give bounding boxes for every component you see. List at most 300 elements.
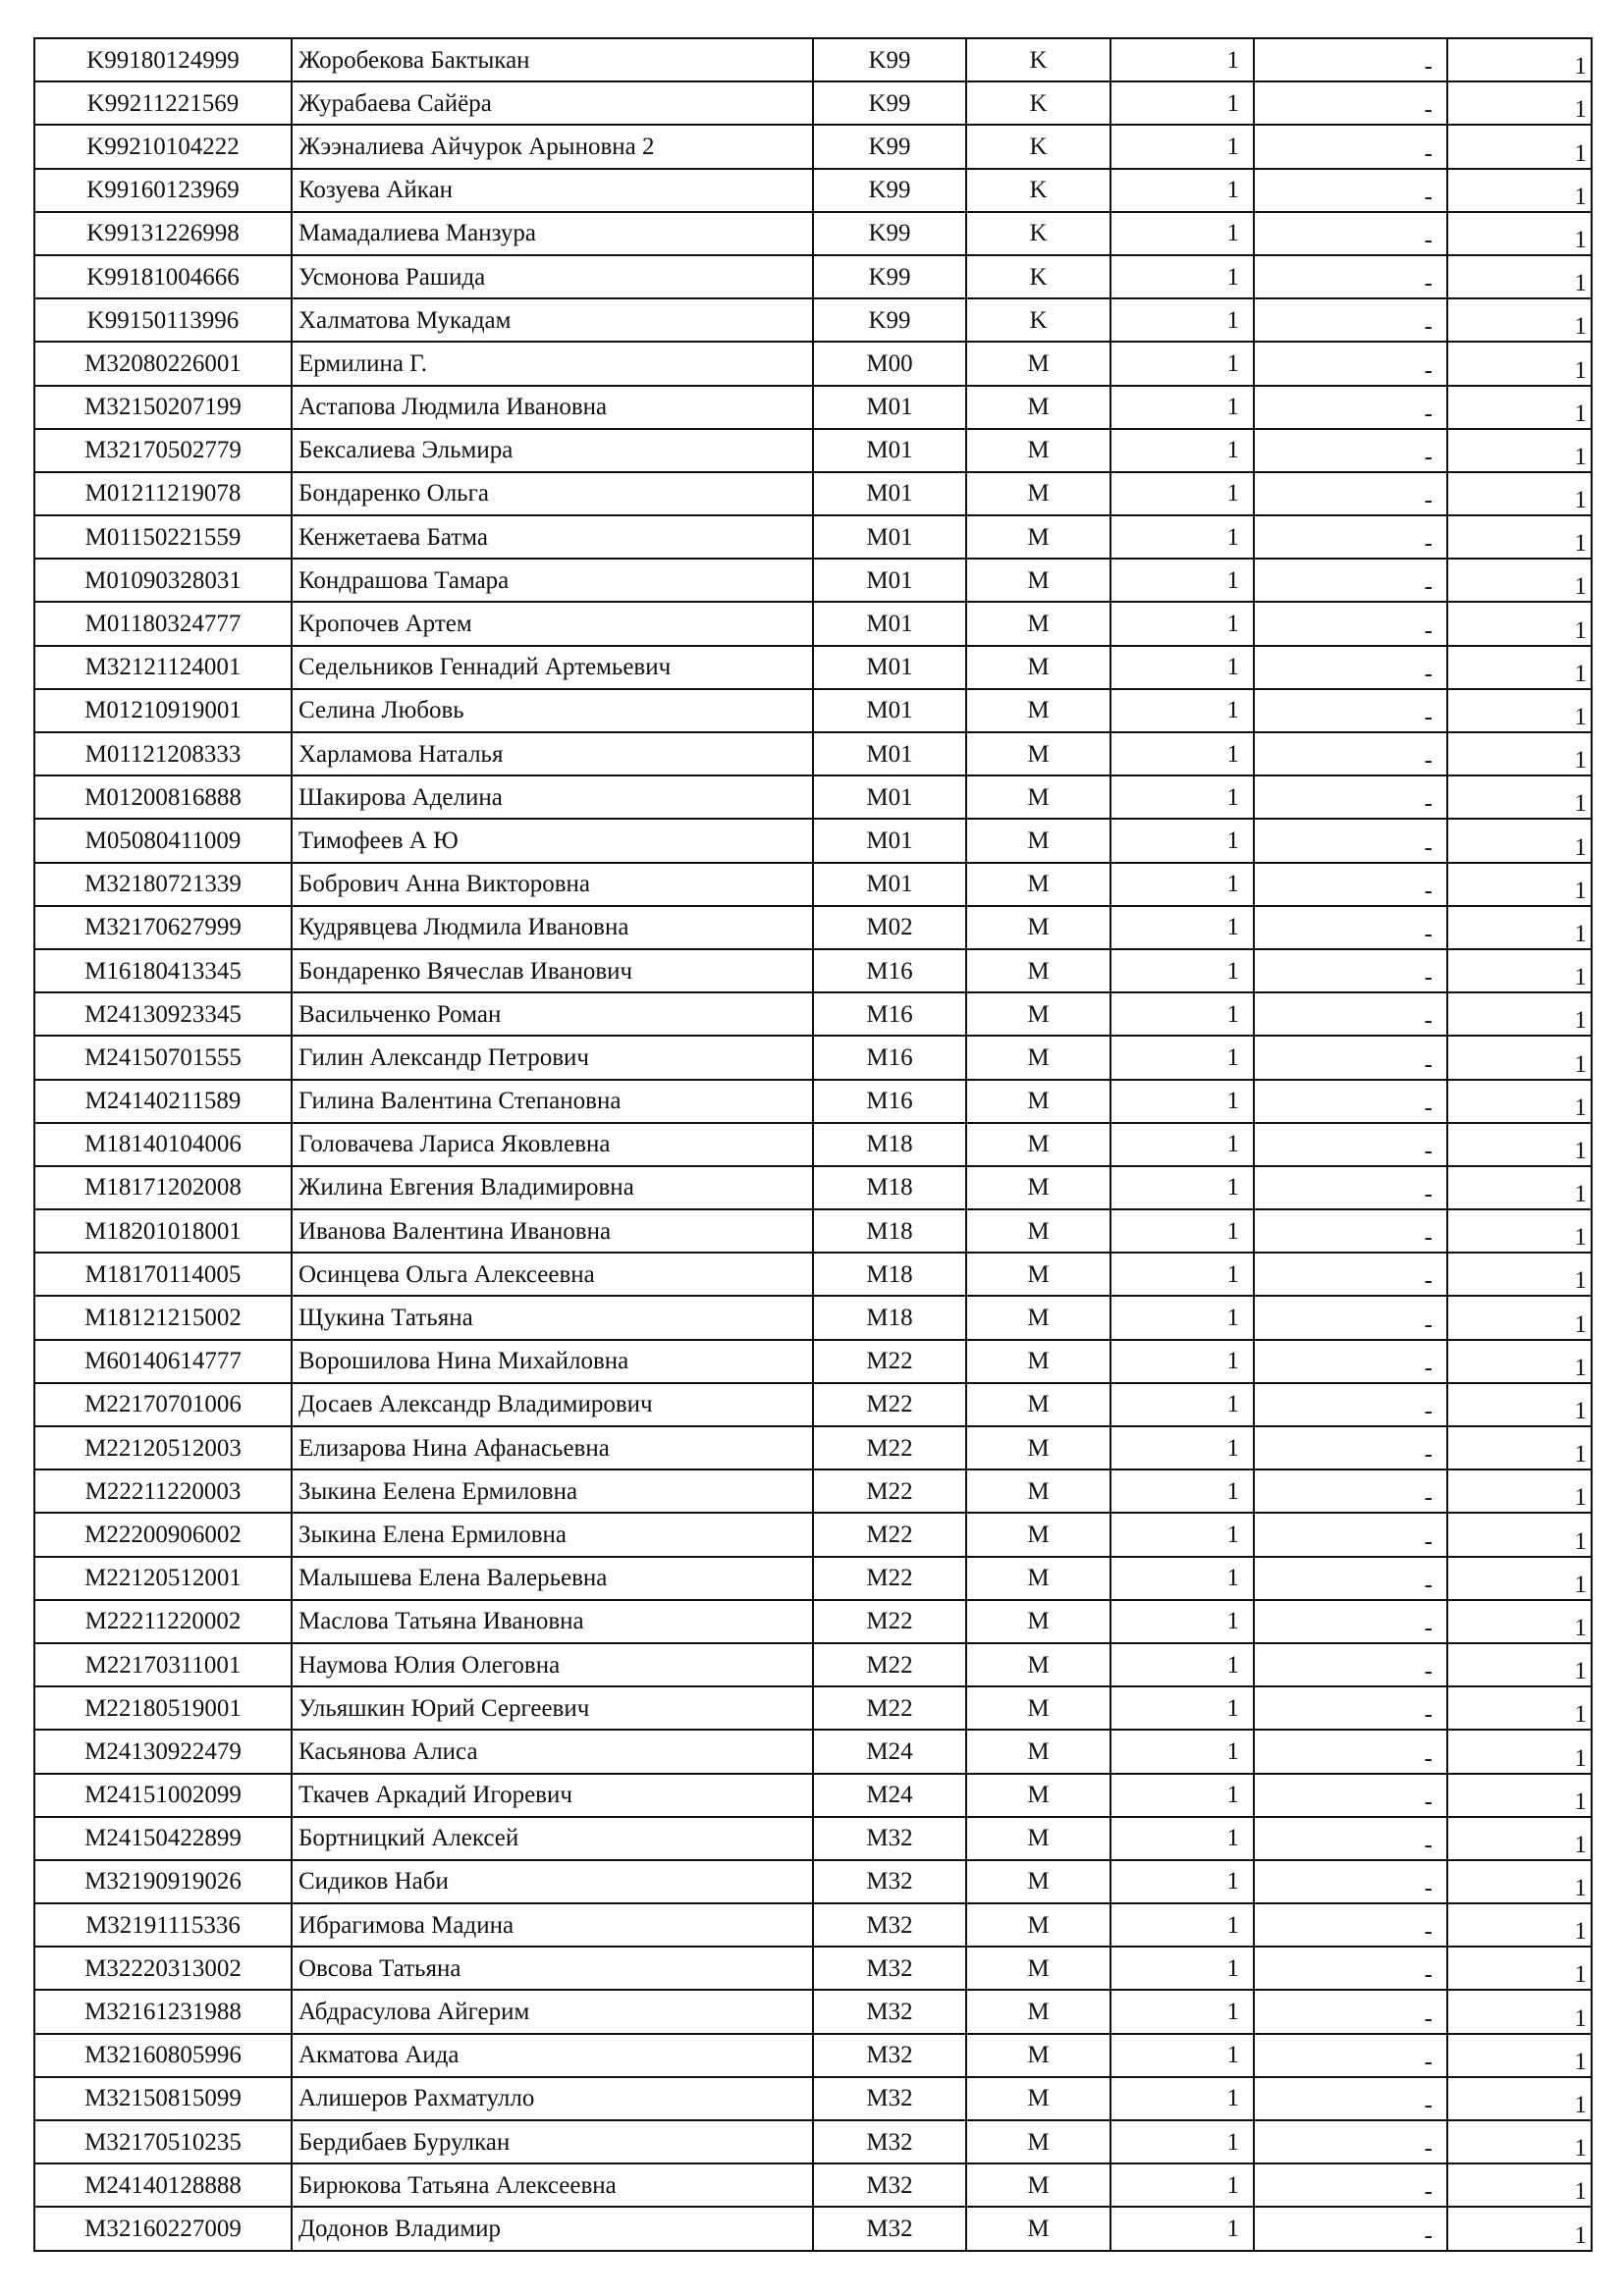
cell-quantity: 1 [1110,949,1254,992]
cell-total: 1 [1447,906,1592,949]
cell-category: K [966,125,1110,168]
cell-group: M22 [813,1557,966,1600]
cell-category: M [966,992,1110,1036]
cell-name: Ермилина Г. [292,342,813,385]
table-row [34,1383,1592,1426]
cell-dash: - [1254,1209,1447,1253]
cell-group: M18 [813,1253,966,1296]
cell-category: M [966,863,1110,906]
cell-category: M [966,1817,1110,1860]
cell-category: M [966,1123,1110,1166]
cell-category: K [966,298,1110,342]
cell-code: M18140104006 [34,1123,292,1166]
cell-quantity: 1 [1110,298,1254,342]
cell-name: Усмонова Рашида [292,255,813,298]
cell-dash: - [1254,472,1447,515]
cell-quantity: 1 [1110,1080,1254,1123]
cell-group: M16 [813,992,966,1036]
table-row [34,255,1592,298]
cell-category: M [966,819,1110,862]
cell-code: M32080226001 [34,342,292,385]
cell-dash: - [1254,429,1447,472]
cell-dash: - [1254,646,1447,689]
table-row [34,386,1592,429]
table-row [34,2207,1592,2250]
cell-dash: - [1254,298,1447,342]
cell-category: M [966,1600,1110,1643]
cell-category: M [966,559,1110,602]
cell-code: M32150207199 [34,386,292,429]
cell-total: 1 [1447,298,1592,342]
cell-category: K [966,81,1110,125]
cell-name: Астапова Людмила Ивановна [292,386,813,429]
cell-group: K99 [813,169,966,212]
cell-group: M22 [813,1469,966,1513]
cell-dash: - [1254,819,1447,862]
cell-total: 1 [1447,38,1592,81]
cell-dash: - [1254,949,1447,992]
cell-name: Бексалиева Эльмира [292,429,813,472]
table-row [34,1340,1592,1383]
cell-quantity: 1 [1110,1296,1254,1339]
cell-category: M [966,775,1110,819]
cell-code: M32121124001 [34,646,292,689]
cell-dash: - [1254,38,1447,81]
cell-code: M32180721339 [34,863,292,906]
cell-category: M [966,1296,1110,1339]
cell-quantity: 1 [1110,1557,1254,1600]
cell-category: M [966,1686,1110,1730]
cell-group: K99 [813,125,966,168]
table-row [34,732,1592,775]
cell-name: Козуева Айкан [292,169,813,212]
cell-name: Ульяшкин Юрий Сергеевич [292,1686,813,1730]
cell-total: 1 [1447,1426,1592,1469]
table-row [34,775,1592,819]
table-row [34,863,1592,906]
cell-dash: - [1254,1860,1447,1903]
cell-code: M22211220002 [34,1600,292,1643]
cell-quantity: 1 [1110,646,1254,689]
cell-group: M32 [813,2163,966,2207]
cell-quantity: 1 [1110,1253,1254,1296]
cell-quantity: 1 [1110,169,1254,212]
cell-name: Седельников Геннадий Артемьевич [292,646,813,689]
cell-name: Тимофеев А Ю [292,819,813,862]
cell-group: M18 [813,1166,966,1209]
cell-dash: - [1254,1730,1447,1773]
cell-total: 1 [1447,1469,1592,1513]
cell-total: 1 [1447,2163,1592,2207]
cell-name: Мамадалиева Манзура [292,212,813,255]
cell-group: M01 [813,863,966,906]
table-row [34,38,1592,81]
cell-quantity: 1 [1110,732,1254,775]
cell-quantity: 1 [1110,1123,1254,1166]
cell-quantity: 1 [1110,1990,1254,2033]
cell-total: 1 [1447,1947,1592,1990]
cell-code: M18121215002 [34,1296,292,1339]
cell-name: Васильченко Роман [292,992,813,1036]
table-row [34,2120,1592,2163]
cell-dash: - [1254,2120,1447,2163]
cell-category: M [966,1513,1110,1556]
cell-group: M32 [813,1817,966,1860]
cell-group: M24 [813,1730,966,1773]
cell-quantity: 1 [1110,992,1254,1036]
cell-code: M01150221559 [34,515,292,559]
table-row [34,1253,1592,1296]
cell-quantity: 1 [1110,2077,1254,2120]
cell-group: M32 [813,1903,966,1947]
cell-total: 1 [1447,1123,1592,1166]
cell-total: 1 [1447,1383,1592,1426]
cell-quantity: 1 [1110,559,1254,602]
cell-category: M [966,429,1110,472]
cell-dash: - [1254,992,1447,1036]
cell-dash: - [1254,342,1447,385]
cell-name: Журабаева Сайёра [292,81,813,125]
cell-dash: - [1254,1296,1447,1339]
cell-category: M [966,1990,1110,2033]
cell-dash: - [1254,386,1447,429]
cell-group: M22 [813,1383,966,1426]
cell-code: M16180413345 [34,949,292,992]
table-row [34,1080,1592,1123]
cell-code: M24151002099 [34,1774,292,1817]
cell-total: 1 [1447,602,1592,645]
cell-category: M [966,342,1110,385]
cell-code: M22180519001 [34,1686,292,1730]
table-row [34,1513,1592,1556]
table-row [34,1774,1592,1817]
cell-quantity: 1 [1110,1686,1254,1730]
cell-group: K99 [813,38,966,81]
cell-category: M [966,1643,1110,1686]
cell-dash: - [1254,689,1447,732]
cell-code: M32190919026 [34,1860,292,1903]
cell-category: M [966,1903,1110,1947]
cell-total: 1 [1447,2034,1592,2077]
cell-category: M [966,1253,1110,1296]
cell-code: M22211220003 [34,1469,292,1513]
cell-name: Зыкина Еелена Ермиловна [292,1469,813,1513]
cell-group: M32 [813,1990,966,2033]
cell-category: M [966,1947,1110,1990]
cell-group: M32 [813,2207,966,2250]
cell-code: M24140211589 [34,1080,292,1123]
cell-code: K99150113996 [34,298,292,342]
cell-quantity: 1 [1110,1643,1254,1686]
cell-group: M32 [813,2077,966,2120]
cell-category: M [966,1730,1110,1773]
cell-group: M00 [813,342,966,385]
cell-code: M05080411009 [34,819,292,862]
cell-name: Алишеров Рахматулло [292,2077,813,2120]
cell-group: M18 [813,1123,966,1166]
cell-name: Головачева Лариса Яковлевна [292,1123,813,1166]
cell-name: Акматова Аида [292,2034,813,2077]
cell-total: 1 [1447,255,1592,298]
cell-code: K99210104222 [34,125,292,168]
cell-dash: - [1254,212,1447,255]
cell-group: M22 [813,1426,966,1469]
cell-name: Ибрагимова Мадина [292,1903,813,1947]
cell-code: M24140128888 [34,2163,292,2207]
cell-dash: - [1254,1643,1447,1686]
cell-total: 1 [1447,1557,1592,1600]
cell-quantity: 1 [1110,1513,1254,1556]
cell-name: Ворошилова Нина Михайловна [292,1340,813,1383]
cell-dash: - [1254,1903,1447,1947]
cell-name: Ткачев Аркадий Игоревич [292,1774,813,1817]
cell-quantity: 1 [1110,1469,1254,1513]
cell-quantity: 1 [1110,38,1254,81]
cell-code: M01090328031 [34,559,292,602]
cell-name: Маслова Татьяна Ивановна [292,1600,813,1643]
cell-quantity: 1 [1110,429,1254,472]
cell-dash: - [1254,1817,1447,1860]
cell-dash: - [1254,1080,1447,1123]
table-row [34,472,1592,515]
cell-total: 1 [1447,1643,1592,1686]
table-row [34,342,1592,385]
cell-quantity: 1 [1110,1903,1254,1947]
cell-total: 1 [1447,81,1592,125]
cell-code: M24150422899 [34,1817,292,1860]
cell-quantity: 1 [1110,1860,1254,1903]
cell-category: K [966,212,1110,255]
table-row [34,602,1592,645]
cell-code: M01121208333 [34,732,292,775]
table-row [34,2163,1592,2207]
cell-dash: - [1254,169,1447,212]
cell-name: Жоробекова Бактыкан [292,38,813,81]
cell-name: Бондаренко Вячеслав Иванович [292,949,813,992]
cell-code: M01180324777 [34,602,292,645]
cell-dash: - [1254,2163,1447,2207]
cell-code: M24130923345 [34,992,292,1036]
cell-group: M32 [813,2034,966,2077]
cell-name: Наумова Юлия Олеговна [292,1643,813,1686]
table-row [34,1469,1592,1513]
cell-category: M [966,386,1110,429]
cell-dash: - [1254,775,1447,819]
cell-code: M22120512001 [34,1557,292,1600]
cell-group: K99 [813,212,966,255]
cell-group: M01 [813,472,966,515]
cell-group: M22 [813,1643,966,1686]
cell-code: M32160227009 [34,2207,292,2250]
cell-dash: - [1254,1947,1447,1990]
cell-total: 1 [1447,1166,1592,1209]
cell-total: 1 [1447,559,1592,602]
table-row [34,1557,1592,1600]
cell-group: M24 [813,1774,966,1817]
cell-name: Жилина Евгения Владимировна [292,1166,813,1209]
cell-name: Овсова Татьяна [292,1947,813,1990]
cell-code: M32150815099 [34,2077,292,2120]
cell-total: 1 [1447,1209,1592,1253]
cell-quantity: 1 [1110,775,1254,819]
cell-dash: - [1254,1686,1447,1730]
cell-quantity: 1 [1110,342,1254,385]
cell-category: M [966,1774,1110,1817]
cell-category: M [966,2034,1110,2077]
cell-dash: - [1254,81,1447,125]
cell-quantity: 1 [1110,1947,1254,1990]
cell-quantity: 1 [1110,1036,1254,1079]
table-row [34,81,1592,125]
cell-group: K99 [813,81,966,125]
cell-name: Кенжетаева Батма [292,515,813,559]
cell-code: M32160805996 [34,2034,292,2077]
cell-name: Осинцева Ольга Алексеевна [292,1253,813,1296]
cell-category: M [966,1080,1110,1123]
table-row [34,1730,1592,1773]
cell-total: 1 [1447,863,1592,906]
table-row [34,1166,1592,1209]
cell-code: K99180124999 [34,38,292,81]
cell-total: 1 [1447,775,1592,819]
cell-group: M32 [813,1860,966,1903]
cell-dash: - [1254,602,1447,645]
cell-quantity: 1 [1110,906,1254,949]
cell-group: M02 [813,906,966,949]
cell-dash: - [1254,1600,1447,1643]
table-row [34,1990,1592,2033]
cell-code: M01210919001 [34,689,292,732]
cell-quantity: 1 [1110,1426,1254,1469]
cell-group: M22 [813,1340,966,1383]
cell-name: Кропочев Артем [292,602,813,645]
cell-code: M22120512003 [34,1426,292,1469]
table-row [34,906,1592,949]
cell-total: 1 [1447,992,1592,1036]
cell-category: M [966,1426,1110,1469]
cell-category: M [966,1209,1110,1253]
cell-group: M32 [813,2120,966,2163]
cell-total: 1 [1447,732,1592,775]
cell-total: 1 [1447,169,1592,212]
cell-total: 1 [1447,689,1592,732]
cell-category: M [966,1166,1110,1209]
cell-code: M22200906002 [34,1513,292,1556]
cell-name: Гилина Валентина Степановна [292,1080,813,1123]
cell-group: M16 [813,949,966,992]
table-row [34,1860,1592,1903]
cell-dash: - [1254,1166,1447,1209]
cell-group: M01 [813,559,966,602]
cell-group: M01 [813,732,966,775]
cell-category: M [966,1340,1110,1383]
cell-quantity: 1 [1110,472,1254,515]
cell-dash: - [1254,1383,1447,1426]
table-row [34,1643,1592,1686]
cell-name: Бирюкова Татьяна Алексеевна [292,2163,813,2207]
cell-quantity: 1 [1110,1774,1254,1817]
cell-group: M22 [813,1686,966,1730]
table-row [34,169,1592,212]
cell-dash: - [1254,2034,1447,2077]
cell-name: Додонов Владимир [292,2207,813,2250]
cell-total: 1 [1447,515,1592,559]
cell-category: M [966,949,1110,992]
cell-code: M32170510235 [34,2120,292,2163]
cell-dash: - [1254,1253,1447,1296]
table-row [34,1296,1592,1339]
cell-total: 1 [1447,212,1592,255]
cell-dash: - [1254,1469,1447,1513]
cell-category: M [966,2077,1110,2120]
cell-quantity: 1 [1110,1817,1254,1860]
cell-total: 1 [1447,646,1592,689]
cell-total: 1 [1447,342,1592,385]
cell-total: 1 [1447,1036,1592,1079]
table-row [34,298,1592,342]
cell-name: Бондаренко Ольга [292,472,813,515]
cell-name: Жээналиева Айчурок Арыновна 2 [292,125,813,168]
cell-quantity: 1 [1110,1600,1254,1643]
cell-category: K [966,38,1110,81]
cell-category: M [966,906,1110,949]
cell-quantity: 1 [1110,1166,1254,1209]
cell-total: 1 [1447,819,1592,862]
cell-category: M [966,472,1110,515]
table-row [34,1123,1592,1166]
cell-code: M32170627999 [34,906,292,949]
cell-category: M [966,646,1110,689]
cell-name: Щукина Татьяна [292,1296,813,1339]
table-row [34,1947,1592,1990]
cell-quantity: 1 [1110,2207,1254,2250]
cell-name: Селина Любовь [292,689,813,732]
cell-dash: - [1254,1557,1447,1600]
cell-code: M18171202008 [34,1166,292,1209]
table-row [34,1686,1592,1730]
cell-group: M22 [813,1600,966,1643]
cell-category: M [966,689,1110,732]
cell-total: 1 [1447,1080,1592,1123]
cell-category: K [966,169,1110,212]
cell-group: M01 [813,689,966,732]
cell-group: M01 [813,602,966,645]
cell-quantity: 1 [1110,255,1254,298]
cell-name: Бортницкий Алексей [292,1817,813,1860]
cell-total: 1 [1447,1513,1592,1556]
cell-quantity: 1 [1110,386,1254,429]
cell-quantity: 1 [1110,81,1254,125]
cell-dash: - [1254,906,1447,949]
cell-code: K99131226998 [34,212,292,255]
cell-group: M01 [813,515,966,559]
cell-group: M16 [813,1036,966,1079]
cell-category: M [966,1860,1110,1903]
cell-code: M22170701006 [34,1383,292,1426]
cell-name: Кудрявцева Людмила Ивановна [292,906,813,949]
cell-quantity: 1 [1110,689,1254,732]
cell-quantity: 1 [1110,1340,1254,1383]
cell-group: M16 [813,1080,966,1123]
table-row [34,819,1592,862]
cell-quantity: 1 [1110,125,1254,168]
cell-dash: - [1254,732,1447,775]
cell-code: K99211221569 [34,81,292,125]
cell-category: M [966,2207,1110,2250]
table-row [34,1036,1592,1079]
cell-dash: - [1254,2077,1447,2120]
cell-dash: - [1254,559,1447,602]
